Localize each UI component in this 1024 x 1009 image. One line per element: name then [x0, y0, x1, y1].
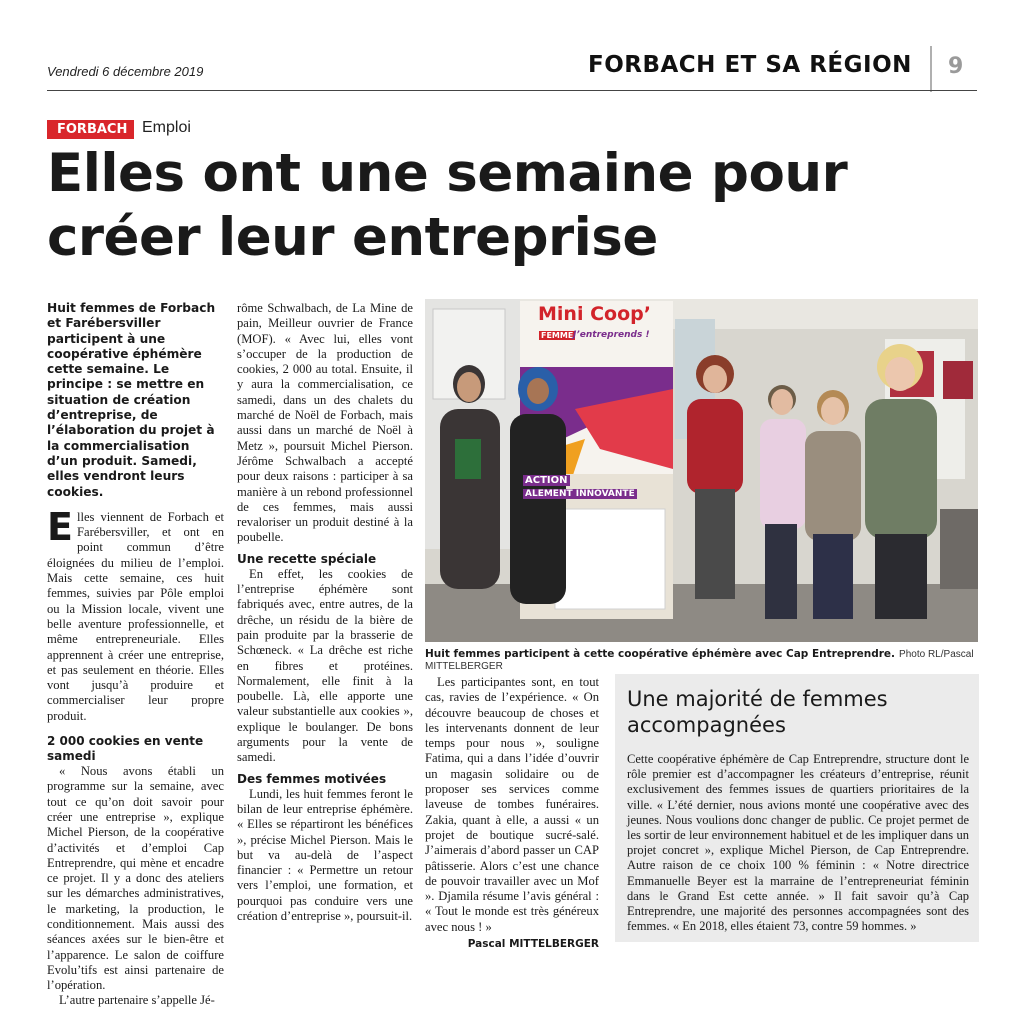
article-column-1 [47, 301, 224, 1009]
banner-subtitle: J’entreprends ! [573, 330, 650, 340]
subheading: Une recette spéciale [237, 551, 377, 566]
photo-credit: Photo RL/Pascal MITTELBERGER [425, 649, 974, 672]
paragraph: rôme Schwalbach, de La Mine de pain, Meilleur ouvrier de France (MOF). « Avec lui, elles vont s’occuper de la production de cookies, 2 000 au total. Ensuite, il y aura la commercialisation, ce samedi, dans un des chalets du marché de Noël de Forbach, mais aussi dans un marché de Noël à Metz », poursuit Michel Pierson. Jérôme Schwalbach a accepté pour deux raisons : participer à sa manière à un rebond professionnel de ces femmes, mais aussi revaloriser un produit destiné à la poubelle. [237, 301, 413, 545]
paragraph: Lundi, les huit femmes feront le bilan de leur entreprise éphémère. « Elles se répartiront les bénéfices », précise Michel Pierson. Mais le but va au-delà de l’aspect financier : « Permettre un retour vers l’emploi, une formation, et pourquoi pas conduire vers une création d’entreprise », poursuit-il. [237, 786, 413, 923]
banner-femme: FEMME [541, 331, 574, 340]
sidebar-title: Une majorité de femmes accompagnées [627, 687, 888, 737]
article-headline: Elles ont une semaine pour créer leur entreprise [47, 143, 848, 268]
article-lead: Huit femmes de Forbach et Farébersviller participent à une coopérative éphémère cette semaine. Le principe : se mettre en situation de création d’entreprise, de l’élaboration du projet à la commercialisation d’un produit. Samedi, elles vendront leurs cookies. [47, 301, 216, 499]
sidebar-box [615, 674, 979, 942]
paragraph: L’autre partenaire s’appelle Jé- [59, 993, 215, 1008]
page-number: 9 [948, 54, 964, 79]
photo-illustration [425, 299, 978, 642]
author-signature: Pascal MITTELBERGER [467, 938, 599, 951]
section-title: FORBACH ET SA RÉGION [588, 52, 912, 78]
masthead-rule [47, 90, 977, 91]
subheading: 2 000 cookies en vente samedi [47, 734, 204, 764]
banner-innovante: ALEMENT INNOVANTE [525, 489, 635, 499]
photo-caption [425, 648, 978, 672]
sidebar-text: Cette coopérative éphémère de Cap Entreprendre, structure dont le rôle premier est d’accompagner les créateurs d’entreprise, réunit exclusivement des femmes issues de quartiers prioritaires de la ville. « L’été dernier, nous avions monté une coopérative avec des jeunes. Nous voulions donc changer de public. Ce projet permet de les sortir de leur environnement habituel et de les impliquer dans un projet concret », explique Michel Pierson, de Cap Entreprendre. Autre raison de ce choix 100 % féminin : « Notre directrice Emmanuelle Beyer est la marraine de l’entrepreneuriat féminin dans le Grand Est cette année. » Il fait savoir qu’à Cap Entreprendre, une majorité des personnes accompagnées sont des femmes. « En 2018, elles étaient 73, contre 59 hommes. » [627, 752, 969, 934]
paragraph: « Nous avons établi un programme sur la semaine, avec tout ce qu’on doit savoir pour créer une entreprise », explique Michel Pierson, de la coopérative d’activités et d’emploi Cap Entreprendre, qui mène et encadre ce projet. Il y a donc des ateliers sur les démarches administratives, le marketing, la production, le conditionnement. Mais aussi des séances axées sur le bien-être et l’apparence. Le salon de coiffure Evolu’tifs est ainsi partenaire de l’opération. [47, 764, 224, 993]
article-column-3 [425, 675, 599, 952]
rubric-label: Emploi [142, 119, 191, 136]
subheading: Des femmes motivées [237, 771, 387, 786]
paragraph [47, 504, 224, 724]
issue-date: Vendredi 6 décembre 2019 [47, 64, 204, 79]
banner-action: ACTION [525, 475, 568, 486]
city-tag: FORBACH [47, 120, 134, 139]
paragraph: Les participantes sont, en tout cas, ravies de l’expérience. « On découvre beaucoup de choses et les intervenants donnent de leur temps pour nous », souligne Fatima, qui a dans l’idée d’ouvrir un magasin solidaire ou de proposer ses services comme laveuse de tombes funéraires. Zakia, quant à elle, a aussi « un projet de boutique sucré-salé. J’aimerais d’abord passer un CAP pâtisserie. Alors c’est une chance de pouvoir travailler avec un Mof ». Djamila résume l’avis général : « Tout le monde est très généreux avec nous ! » [425, 675, 599, 934]
caption-text: Huit femmes participent à cette coopérative éphémère avec Cap Entreprendre. [425, 648, 896, 660]
banner-title: Mini Coop’ [538, 303, 651, 325]
paragraph: En effet, les cookies de l’entreprise éphémère sont fabriqués avec, entre autres, de la drêche, un résidu de la bière de pain produite par la brasserie de Schœneck. « La drêche est riche en fibres et protéines. Normalement, elle finit à la poubelle. Là, elle apporte une valeur substantielle aux cookies », explique le boulanger. De bons arguments pour la vente de samedi. [237, 566, 413, 765]
drop-cap: E [47, 504, 73, 549]
paragraph-text: lles viennent de Forbach et Farébersviller, et ont en point commun d’être éloignées du milieu de l’emploi. Mais cette semaine, ces huit femmes, suivies par Pôle emploi ou la Mission locale, vivent une belle aventure professionnelle, et même entrepreneuriale. Elles apprennent à créer une entreprise, et pas seulement en théorie. Elles vont jusqu’à produire et commercialiser leur propre produit. [47, 509, 224, 723]
group-photo [425, 299, 978, 642]
article-column-2 [237, 301, 413, 924]
masthead-divider [930, 46, 932, 92]
